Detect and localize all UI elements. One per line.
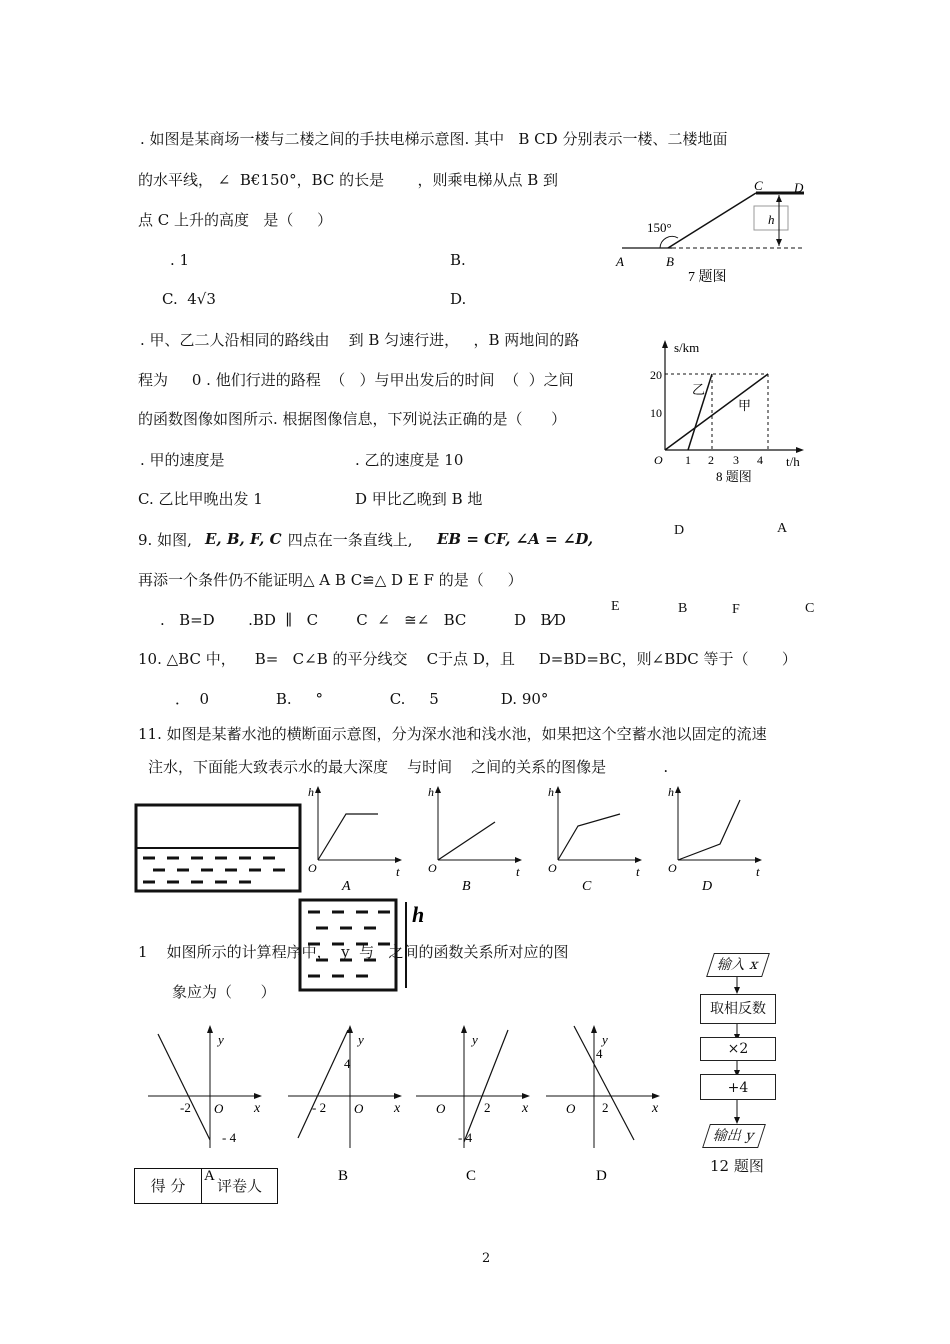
q8-option-c: C. 乙比甲晚出发 1: [138, 490, 263, 508]
q11-line1: 11. 如图是某蓄水池的横断面示意图，分为深水池和浅水池，如果把这个空蓄水池以固定的流速: [138, 725, 767, 743]
q8-caption: 8 题图: [716, 469, 752, 484]
q11-graph-y-arrow: [675, 786, 681, 793]
q10-options: ． 0 B. ° C. 5 D. 90°: [175, 690, 549, 708]
q9-line1-points: E, B, F, C: [205, 530, 282, 548]
q12-graph-x-label: x: [652, 1101, 659, 1116]
q9-fig-a: A: [777, 521, 788, 536]
q11-graph-x-arrow: [515, 857, 522, 863]
score-table: [134, 1168, 278, 1204]
q8-line2: 程为 0 . 他们行进的路程 （ ）与甲出发后的时间 （ ）之间: [138, 371, 574, 389]
q8-option-a: . 甲的速度是: [140, 451, 225, 469]
q7-label-c: C: [754, 178, 763, 193]
q12-graph-line: [158, 1034, 210, 1140]
q12-graph-x-arrow: [394, 1093, 402, 1099]
q11-graph-letter: A: [342, 879, 351, 894]
score-cell: 得 分: [135, 1169, 202, 1203]
q11-graph-letter: C: [582, 879, 592, 894]
q11-answer-graphs: [300, 782, 790, 897]
q8-y-tick-10: 10: [650, 406, 662, 420]
q12-answer-graphs: [140, 1020, 660, 1190]
q11-graph-h-label: h: [548, 785, 554, 799]
q9-fig-f: F: [732, 602, 740, 617]
q11-graph-curve: [318, 814, 378, 860]
q8-series-yi: 乙: [692, 382, 706, 397]
q8-origin: O: [654, 453, 663, 467]
flow-plus-four: +4: [700, 1074, 776, 1100]
q10-line1: 10. △BC 中， B= C∠B 的平分线交 C于点 D，且 D=BD=BC，则∠BDC 等于（ ）: [138, 650, 797, 668]
q7-label-h: h: [768, 212, 775, 227]
q9-line1-prefix: 9. 如图,: [138, 531, 192, 549]
q11-graph-curve: [438, 822, 495, 860]
q11-graph-origin: O: [548, 861, 557, 875]
q12-graph-origin: O: [214, 1101, 224, 1116]
q11-graph-origin: O: [308, 861, 317, 875]
q11-graph-t-label: t: [636, 864, 640, 879]
q7-line1: . 如图是某商场一楼与二楼之间的手扶电梯示意图. 其中 B CD 分别表示一楼、二楼地面: [140, 130, 728, 148]
q8-option-d: D 甲比乙晚到 B 地: [355, 490, 483, 508]
grader-cell: 评卷人: [216, 1177, 262, 1195]
q8-y-tick-20: 20: [650, 368, 662, 382]
q12-graph-x-label: x: [394, 1101, 401, 1116]
q7-line3: 点 C 上升的高度 是（ ）: [138, 211, 333, 229]
q7-label-d: D: [794, 180, 804, 195]
q12-graph-intercept-y: - 4: [458, 1130, 473, 1145]
q12-graph-y-arrow: [591, 1025, 597, 1033]
q12-graph-letter: D: [596, 1168, 607, 1184]
q12-graph-line: [464, 1030, 508, 1142]
q12-graph-intercept-y: 4: [344, 1056, 351, 1071]
q8-series-jia: 甲: [738, 398, 752, 413]
q12-graph-x-label: x: [254, 1101, 261, 1116]
q7-label-b: B: [666, 254, 674, 269]
q11-graph-h-label: h: [668, 785, 674, 799]
q8-option-b: . 乙的速度是 10: [355, 451, 464, 469]
q9-options: . B=D .BD ∥ C C ∠ ≅∠ BC D B⁄D: [160, 611, 566, 629]
q11-graph-curve: [558, 814, 620, 860]
q7-label-a: A: [616, 254, 624, 269]
q9-line2: 再添一个条件仍不能证明△ A B C≌△ D E F 的是（ ）: [138, 571, 523, 589]
q11-graph-h-label: h: [308, 785, 314, 799]
q12-graph-x-arrow: [254, 1093, 262, 1099]
q9-fig-b: B: [678, 601, 688, 616]
q12-graph-x-arrow: [522, 1093, 530, 1099]
q11-graph-t-label: t: [756, 864, 760, 879]
page-number: 2: [482, 1251, 491, 1266]
q12-graph-letter: B: [338, 1168, 349, 1184]
q11-graph-y-arrow: [315, 786, 321, 793]
q12-graph-letter: C: [466, 1168, 477, 1184]
q11-graph-t-label: t: [516, 864, 520, 879]
q11-line2: 注水，下面能大致表示水的最大深度 与时间 之间的关系的图像是 .: [148, 758, 669, 776]
flow-input: 输入 x: [706, 953, 770, 977]
q9-fig-d: D: [674, 523, 685, 538]
q11-tank-h-label: h: [412, 902, 425, 927]
q7-angle-label: 150°: [647, 220, 672, 235]
q8-x-tick-1: 1: [685, 453, 691, 467]
q12-graph-intercept-x: - 2: [312, 1100, 327, 1115]
q11-graph-curve: [678, 800, 740, 860]
q12-graph-x-label: x: [522, 1101, 529, 1116]
q12-graph-y-arrow: [347, 1025, 353, 1033]
q12-graph-line: [298, 1030, 348, 1138]
q11-graph-x-arrow: [395, 857, 402, 863]
flow-times-two: ×2: [700, 1037, 776, 1061]
q11-graph-y-arrow: [555, 786, 561, 793]
q11-graph-origin: O: [428, 861, 437, 875]
q12-graph-x-arrow: [652, 1093, 660, 1099]
q7-option-d: D.: [450, 290, 467, 308]
q11-graph-t-label: t: [396, 864, 400, 879]
q11-graph-y-arrow: [435, 786, 441, 793]
q9-fig-c: C: [805, 601, 815, 616]
q8-x-tick-2: 2: [708, 453, 714, 467]
q12-caption: 12 题图: [710, 1157, 764, 1175]
flow-output: 输出 y: [702, 1124, 766, 1148]
q12-graph-origin: O: [566, 1101, 576, 1116]
q12-graph-letter: A: [204, 1168, 215, 1184]
q8-x-axis-label: t/h: [786, 454, 800, 469]
q12-graph-intercept-x: 2: [484, 1100, 491, 1115]
q12-graph-origin: O: [436, 1101, 446, 1116]
q11-graph-letter: B: [462, 879, 471, 894]
q9-line1-condition: EB = CF, ∠A = ∠D,: [437, 530, 594, 548]
q12-graph-origin: O: [354, 1101, 364, 1116]
q12-graph-y-arrow: [207, 1025, 213, 1033]
q11-graph-h-label: h: [428, 785, 434, 799]
q12-graph-intercept-x: 2: [602, 1100, 609, 1115]
q7-caption: 7 题图: [688, 270, 727, 285]
q12-graph-y-label: y: [358, 1032, 364, 1047]
q7-line2: 的水平线， ∠ B€150°，BC 的长是 ，则乘电梯从点 B 到: [138, 171, 559, 189]
q12-graph-y-arrow: [461, 1025, 467, 1033]
q12-line2: 象应为（ ）: [172, 983, 276, 1001]
q11-tank-shallow: [135, 804, 300, 894]
q12-graph-intercept-x: -2: [180, 1100, 191, 1115]
q12-graph-intercept-y: 4: [596, 1046, 603, 1061]
q8-x-tick-3: 3: [733, 453, 739, 467]
q8-line3: 的函数图像如图所示. 根据图像信息，下列说法正确的是（ ）: [138, 410, 567, 428]
q12-line1: 1 如图所示的计算程序中， y 与 之间的函数关系所对应的图: [138, 943, 569, 961]
q8-line1: . 甲、乙二人沿相同的路线由 到 B 匀速行进， ，B 两地间的路: [140, 331, 580, 349]
q9-line1-middle: 四点在一条直线上,: [283, 531, 413, 549]
q8-distance-time-graph: [650, 338, 810, 488]
q12-graph-y-label: y: [602, 1032, 608, 1047]
q11-graph-letter: D: [702, 879, 713, 894]
q8-x-tick-4: 4: [757, 453, 763, 467]
q7-option-c: C. 4√3: [162, 290, 216, 308]
q12-graph-y-label: y: [218, 1032, 224, 1047]
q7-option-a: . 1: [170, 251, 190, 269]
q7-option-b: B.: [450, 251, 466, 269]
q11-graph-x-arrow: [755, 857, 762, 863]
q8-y-axis-label: s/km: [674, 340, 700, 355]
flow-negate: 取相反数: [700, 994, 776, 1024]
q12-graph-y-label: y: [472, 1032, 478, 1047]
q9-fig-e: E: [611, 599, 620, 614]
q12-graph-intercept-y: - 4: [222, 1130, 237, 1145]
q11-graph-origin: O: [668, 861, 677, 875]
q7-escalator-figure: [610, 180, 820, 290]
q11-graph-x-arrow: [635, 857, 642, 863]
